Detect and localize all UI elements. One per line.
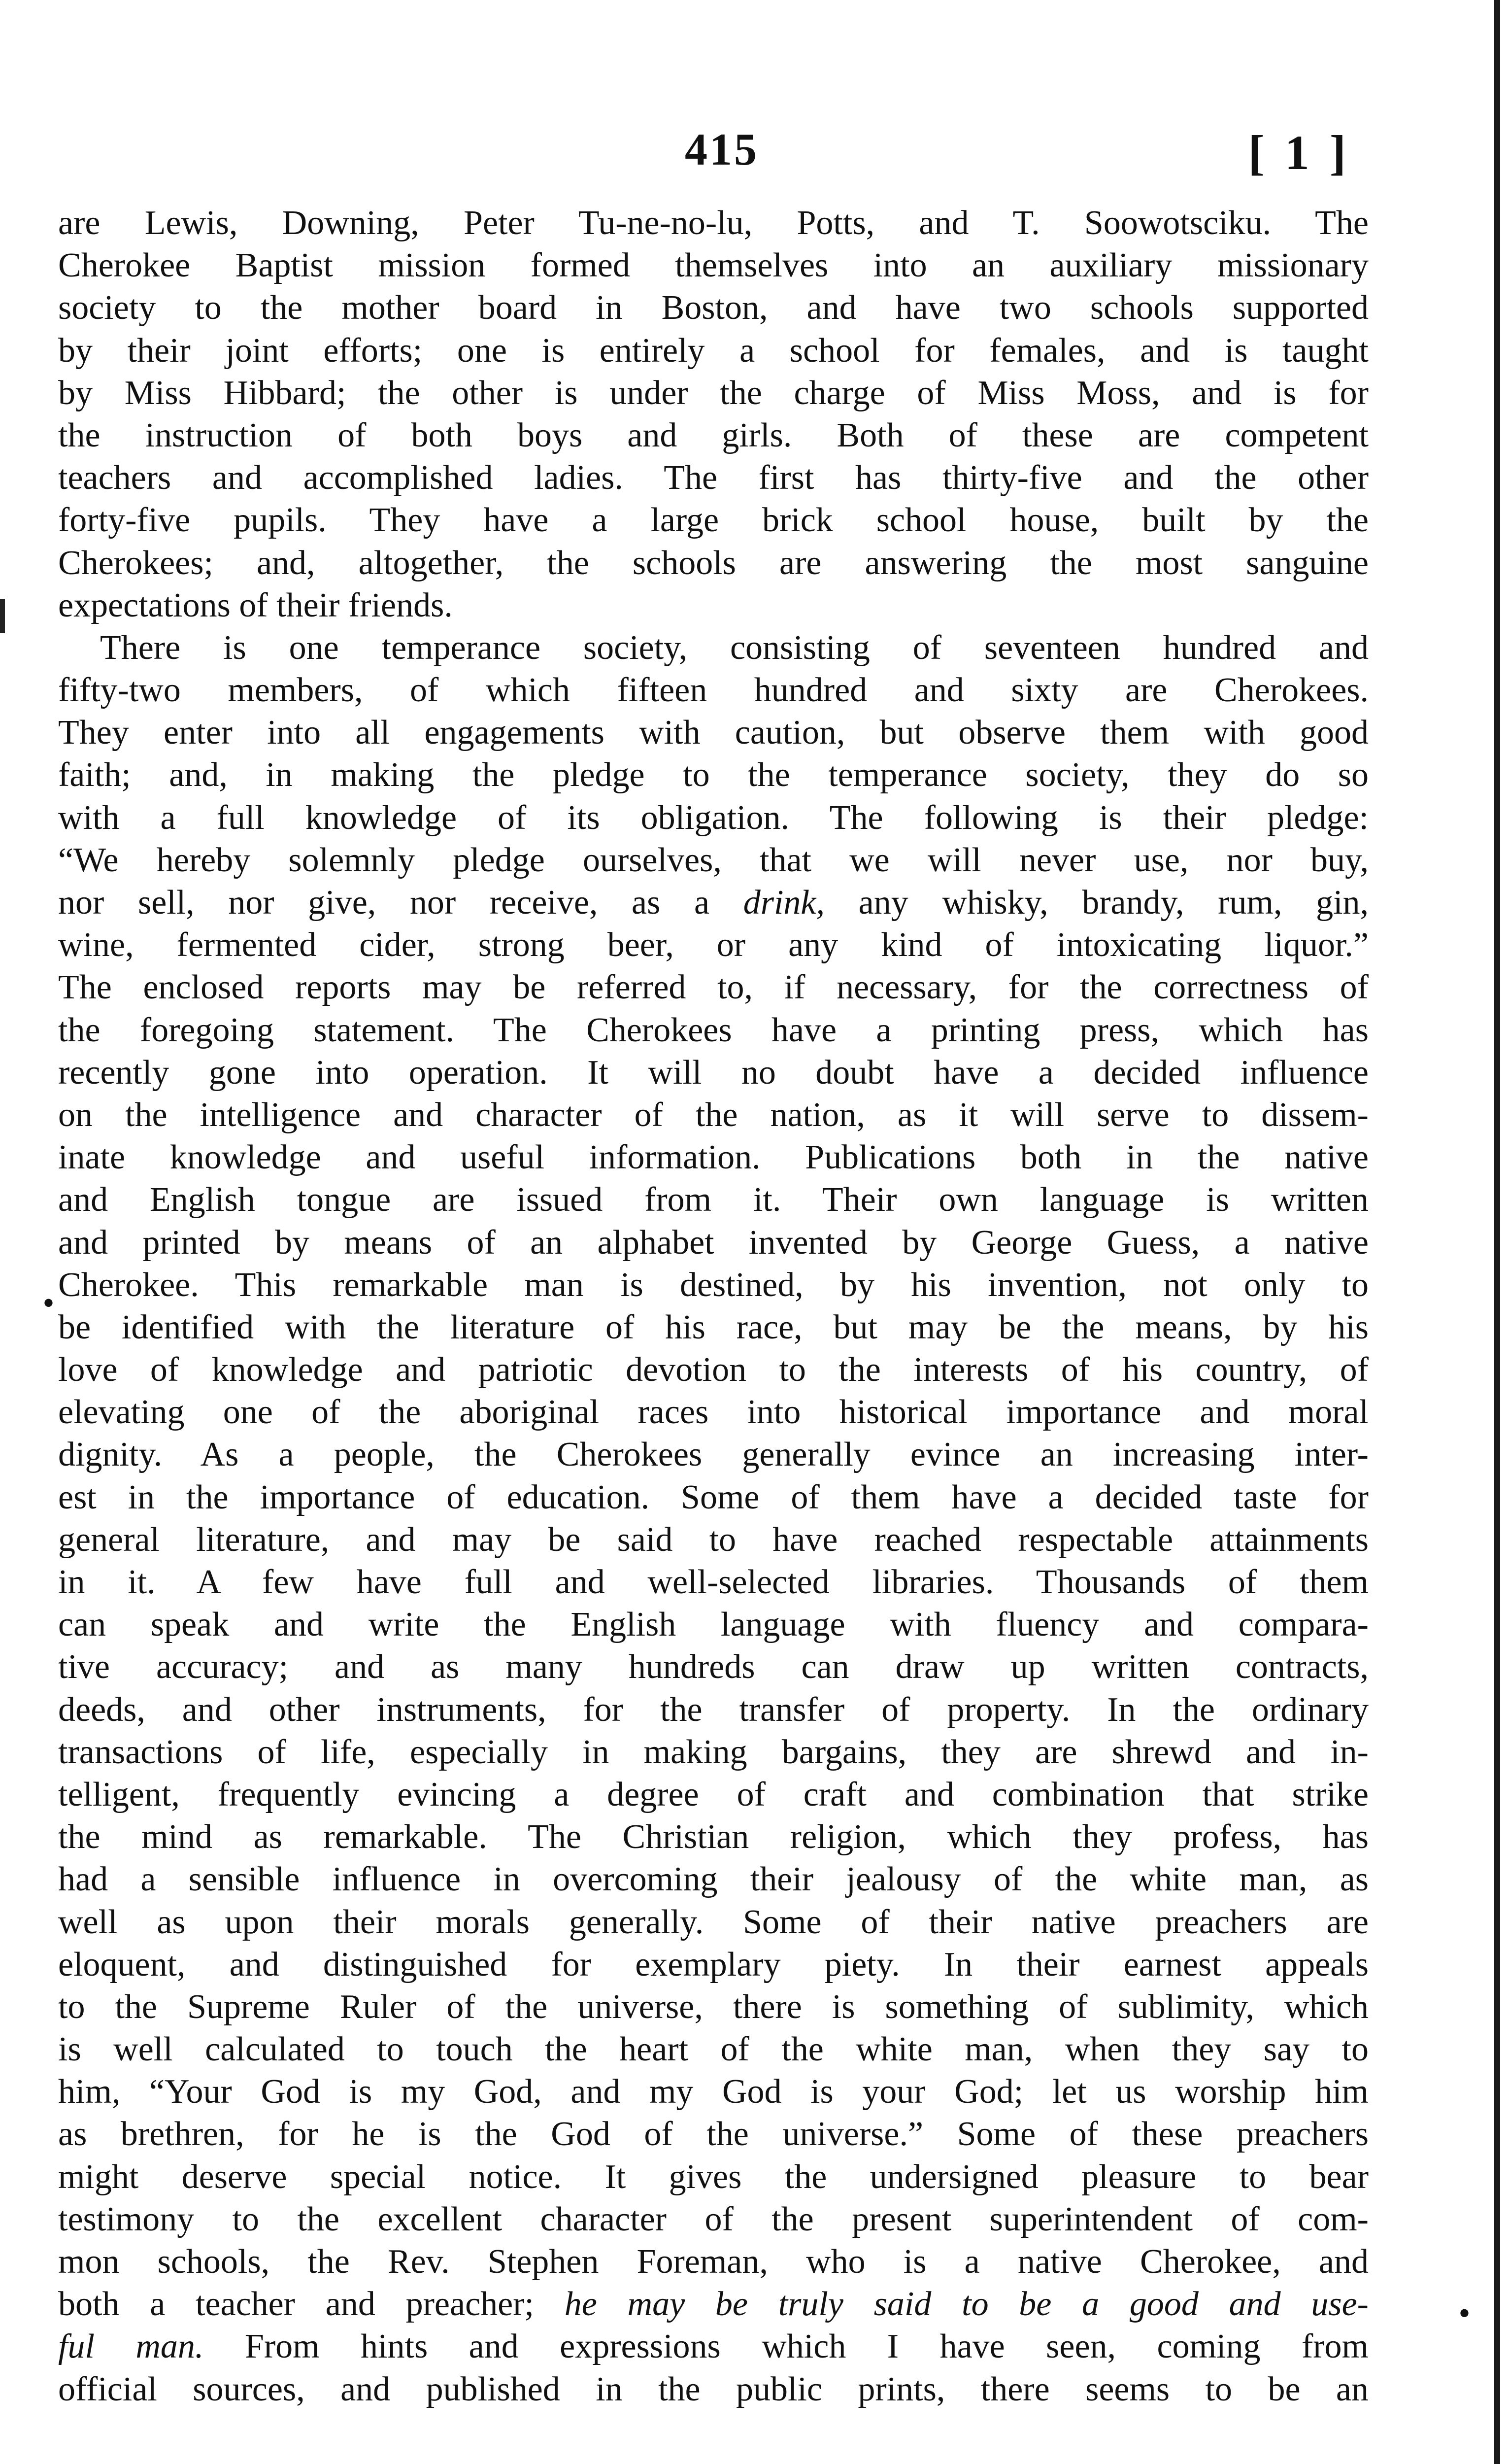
text-line: telligent, frequently evincing a degree of craft and combination that strike bbox=[58, 1775, 1369, 1814]
page-number: 415 bbox=[685, 124, 759, 174]
text-line: the mind as remarkable. The Christian religion, which they profess, has bbox=[58, 1818, 1369, 1856]
text-line: the instruction of both boys and girls. Both of these are competent bbox=[58, 416, 1369, 454]
text-segment: any whisky, brandy, rum, gin, bbox=[858, 884, 1369, 922]
text-line: and English tongue are issued from it. Their own language is written bbox=[58, 1181, 1369, 1219]
page-header bbox=[59, 118, 1360, 182]
page-edge-border bbox=[1494, 0, 1500, 2464]
text-line: can speak and write the English language with fluency and compara- bbox=[58, 1606, 1369, 1644]
text-line: is well calculated to touch the heart of the white man, when they say to bbox=[58, 2030, 1369, 2069]
text-line-with-italic bbox=[58, 882, 1369, 924]
text-line: est in the importance of education. Some of them have a decided taste for bbox=[58, 1478, 1369, 1516]
text-line: There is one temperance society, consisting of seventeen hundred and bbox=[100, 628, 1369, 667]
text-line-with-italic bbox=[58, 2283, 1369, 2326]
text-line: on the intelligence and character of the nation, as it will serve to dissem- bbox=[58, 1095, 1369, 1134]
text-line: The enclosed reports may be referred to, if necessary, for the correctness of bbox=[58, 968, 1369, 1007]
document-reference: [ 1 ] bbox=[1248, 125, 1350, 180]
text-line: and printed by means of an alphabet invented by George Guess, a native bbox=[58, 1223, 1369, 1262]
text-line: They enter into all engagements with caution, but observe them with good bbox=[58, 714, 1369, 752]
margin-mark-right: • bbox=[1459, 2297, 1470, 2329]
left-margin-mark bbox=[0, 599, 5, 633]
text-line: well as upon their morals generally. Some of their native preachers are bbox=[58, 1903, 1369, 1941]
text-line: mon schools, the Rev. Stephen Foreman, who is a native Cherokee, and bbox=[58, 2243, 1369, 2281]
text-line: testimony to the excellent character of the present superintendent of com- bbox=[58, 2200, 1369, 2238]
text-line: elevating one of the aboriginal races into historical importance and moral bbox=[58, 1393, 1369, 1432]
text-line: love of knowledge and patriotic devotion to the interests of his country, of bbox=[58, 1351, 1369, 1389]
text-line: might deserve special notice. It gives the undersigned pleasure to bear bbox=[58, 2157, 1369, 2196]
text-segment: From hints and expressions which I have seen, coming from bbox=[244, 2327, 1369, 2366]
text-line: official sources, and published in the public prints, there seems to be an bbox=[58, 2370, 1369, 2408]
text-line: with a full knowledge of its obligation. The following is their pledge: bbox=[58, 798, 1369, 837]
text-line: expectations of their friends. bbox=[58, 586, 453, 624]
text-line: wine, fermented cider, strong beer, or any kind of intoxicating liquor.” bbox=[58, 926, 1369, 964]
text-line: him, “Your God is my God, and my God is your God; let us worship him bbox=[58, 2073, 1369, 2111]
text-line: be identified with the literature of his race, but may be the means, by his bbox=[58, 1308, 1369, 1346]
text-line: society to the mother board in Boston, and have two schools supported bbox=[58, 289, 1369, 327]
text-line: general literature, and may be said to have reached respectable attainments bbox=[58, 1520, 1369, 1559]
italic-phrase: ful man. bbox=[58, 2327, 204, 2366]
italic-word: drink, bbox=[743, 884, 825, 922]
text-line: as brethren, for he is the God of the universe.” Some of these preachers bbox=[58, 2115, 1369, 2154]
margin-mark-left: • bbox=[43, 1287, 54, 1319]
text-line: by Miss Hibbard; the other is under the charge of Miss Moss, and is for bbox=[58, 374, 1369, 412]
text-line: Cherokee Baptist mission formed themselves into an auxiliary missionary bbox=[58, 246, 1369, 285]
text-segment: nor sell, nor give, nor receive, as a bbox=[58, 884, 710, 922]
text-line: inate knowledge and useful information. Publications both in the native bbox=[58, 1138, 1369, 1177]
text-segment: both a teacher and preacher; bbox=[58, 2285, 534, 2324]
text-line: Cherokee. This remarkable man is destined, by his invention, not only to bbox=[58, 1266, 1369, 1304]
text-line-with-italic bbox=[58, 2326, 1369, 2368]
text-line: tive accuracy; and as many hundreds can draw up written contracts, bbox=[58, 1648, 1369, 1686]
text-line: by their joint efforts; one is entirely a school for females, and is taught bbox=[58, 331, 1369, 370]
text-line: eloquent, and distinguished for exemplary piety. In their earnest appeals bbox=[58, 1945, 1369, 1984]
text-line: deeds, and other instruments, for the transfer of property. In the ordinary bbox=[58, 1690, 1369, 1729]
text-line: to the Supreme Ruler of the universe, there is something of sublimity, which bbox=[58, 1987, 1369, 2026]
text-line: “We hereby solemnly pledge ourselves, that we will never use, nor buy, bbox=[58, 841, 1369, 879]
text-line: recently gone into operation. It will no doubt have a decided influence bbox=[58, 1053, 1369, 1092]
italic-phrase: he may be truly said to be a good and use- bbox=[564, 2285, 1369, 2324]
text-line: fifty-two members, of which fifteen hundred and sixty are Cherokees. bbox=[58, 671, 1369, 710]
text-line: forty-five pupils. They have a large brick school house, built by the bbox=[58, 501, 1369, 540]
text-line: had a sensible influence in overcoming their jealousy of the white man, as bbox=[58, 1860, 1369, 1899]
body-text bbox=[58, 202, 1369, 2411]
text-line: the foregoing statement. The Cherokees have a printing press, which has bbox=[58, 1011, 1369, 1049]
text-line: in it. A few have full and well-selected libraries. Thousands of them bbox=[58, 1563, 1369, 1601]
text-line: dignity. As a people, the Cherokees generally evince an increasing inter- bbox=[58, 1436, 1369, 1474]
text-line: are Lewis, Downing, Peter Tu-ne-no-lu, Potts, and T. Soowotsciku. The bbox=[58, 204, 1369, 242]
text-line: faith; and, in making the pledge to the temperance society, they do so bbox=[58, 756, 1369, 794]
text-line: teachers and accomplished ladies. The first has thirty-five and the other bbox=[58, 459, 1369, 497]
text-line: transactions of life, especially in making bargains, they are shrewd and in- bbox=[58, 1733, 1369, 1771]
text-line: Cherokees; and, altogether, the schools are answering the most sanguine bbox=[58, 544, 1369, 582]
